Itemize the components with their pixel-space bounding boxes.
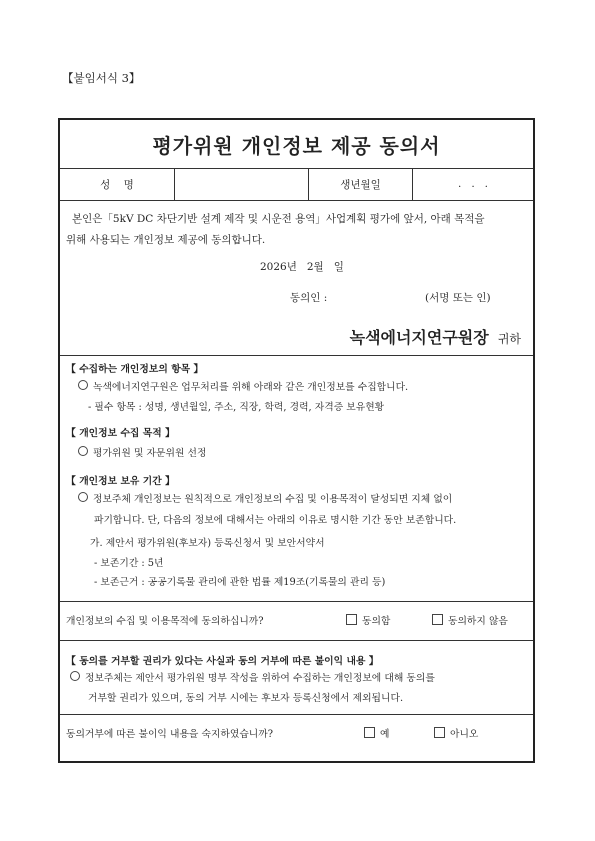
signer-label: 동의인 : bbox=[290, 292, 328, 304]
name-field[interactable] bbox=[174, 168, 308, 200]
attachment-label: 【붙임서식 3】 bbox=[62, 71, 141, 85]
signature-hint[interactable]: (서명 또는 인) bbox=[425, 292, 491, 304]
retention-line-5: - 보존근거 : 공공기록물 관리에 관한 법률 제19조(기록물의 관리 등) bbox=[94, 577, 386, 588]
date-text: 2026년 2월 일 bbox=[260, 261, 344, 273]
divider bbox=[60, 714, 533, 715]
retention-line-4: - 보존기간 : 5년 bbox=[94, 558, 164, 569]
recipient-name: 녹색에너지연구원장 bbox=[349, 328, 489, 347]
no-checkbox[interactable]: 아니오 bbox=[434, 725, 478, 744]
bullet-circle-icon bbox=[78, 380, 88, 390]
purpose-line-1: 평가위원 및 자문위원 선정 bbox=[78, 444, 206, 463]
intro-line-2: 위해 사용되는 개인정보 제공에 동의합니다. bbox=[66, 234, 266, 246]
divider bbox=[60, 640, 533, 641]
retention-line-2: 파기합니다. 단, 다음의 정보에 대해서는 아래의 이유로 명시한 기간 동안 보존합니다. bbox=[94, 515, 457, 526]
agree-checkbox[interactable]: 동의함 bbox=[346, 612, 390, 631]
refusal-line-1: 정보주체는 제안서 평가위원 명부 작성을 위하여 수집하는 개인정보에 대해 동의를 bbox=[70, 669, 435, 688]
name-birth-row bbox=[60, 168, 533, 200]
recipient-line bbox=[350, 325, 521, 348]
refusal-line-2: 거부할 권리가 있으며, 동의 거부 시에는 후보자 등록신청에서 제외됩니다. bbox=[88, 693, 404, 704]
form-title: 평가위원 개인정보 제공 동의서 bbox=[152, 133, 441, 158]
intro-line-1: 본인은「5kV DC 차단기반 설계 제작 및 시운전 용역」사업계획 평가에 앞서, 아래 목적을 bbox=[72, 213, 485, 225]
birth-field[interactable]: . . . bbox=[412, 168, 533, 200]
retention-line-1: 정보주체 개인정보는 원칙적으로 개인정보의 수집 및 이용목적이 달성되면 지체 없이 bbox=[78, 490, 452, 509]
retention-title: 【 개인정보 보유 기간 】 bbox=[66, 476, 175, 487]
yes-checkbox[interactable]: 예 bbox=[364, 725, 389, 744]
recipient-suffix: 귀하 bbox=[497, 332, 521, 346]
checkbox-icon bbox=[434, 727, 445, 738]
consent-question-1: 개인정보의 수집 및 이용목적에 동의하십니까? bbox=[66, 616, 264, 627]
divider bbox=[60, 200, 533, 201]
consent-question-2: 동의거부에 따른 불이익 내용을 숙지하였습니까? bbox=[66, 729, 273, 740]
name-label: 성 명 bbox=[100, 178, 134, 191]
collect-items-line-2: - 필수 항목 : 성명, 생년월일, 주소, 직장, 학력, 경력, 자격증 보유현황 bbox=[88, 402, 385, 413]
bullet-circle-icon bbox=[70, 671, 80, 681]
refusal-title: 【 동의를 거부할 권리가 있다는 사실과 동의 거부에 따른 불이익 내용 】 bbox=[66, 656, 379, 667]
divider bbox=[60, 601, 533, 602]
disagree-checkbox[interactable]: 동의하지 않음 bbox=[432, 612, 508, 631]
purpose-title: 【 개인정보 수집 목적 】 bbox=[66, 428, 175, 439]
checkbox-icon bbox=[432, 614, 443, 625]
checkbox-icon bbox=[364, 727, 375, 738]
collect-items-line-1: 녹색에너지연구원은 업무처리를 위해 아래와 같은 개인정보를 수집합니다. bbox=[78, 378, 408, 397]
collect-items-title: 【 수집하는 개인정보의 항목 】 bbox=[66, 364, 204, 375]
retention-line-3: 가. 제안서 평가위원(후보자) 등록신청서 및 보안서약서 bbox=[90, 538, 325, 549]
bullet-circle-icon bbox=[78, 446, 88, 456]
bullet-circle-icon bbox=[78, 492, 88, 502]
consent-form bbox=[58, 118, 535, 763]
checkbox-icon bbox=[346, 614, 357, 625]
divider bbox=[60, 355, 533, 356]
birth-label: 생년월일 bbox=[308, 168, 412, 200]
